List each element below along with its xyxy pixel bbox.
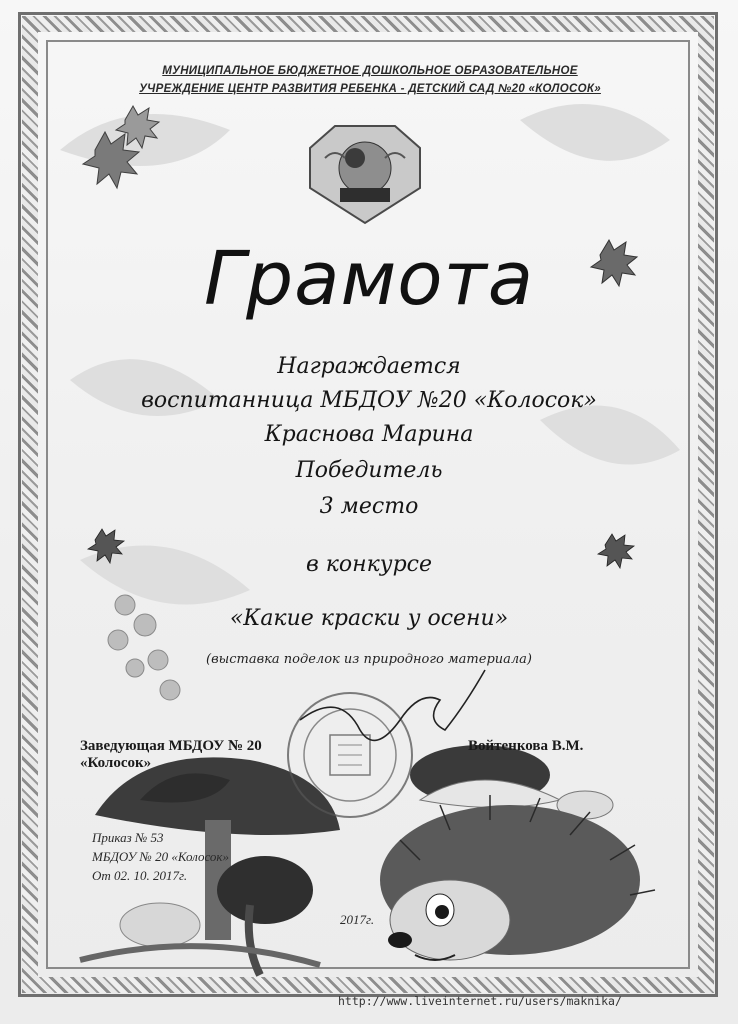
contest-intro: в конкурсе [306, 552, 432, 577]
order-line-2: МБДОУ № 20 «Колосок» [92, 849, 229, 864]
signature-position [80, 738, 262, 772]
organization-line-1: МУНИЦИПАЛЬНОЕ БЮДЖЕТНОЕ ДОШКОЛЬНОЕ ОБРАЗОВАТЕЛЬНОЕ [162, 65, 578, 77]
organization-line-2: УЧРЕЖДЕНИЕ ЦЕНТР РАЗВИТИЯ РЕБЕНКА - ДЕТСКИЙ САД №20 «КОЛОСОК» [139, 83, 601, 95]
signature-position-line-2: «Колосок» [80, 755, 152, 771]
place-text: 3 место [319, 494, 419, 519]
order-reference [92, 828, 229, 885]
order-line-1: Приказ № 53 [92, 830, 164, 845]
organization-header [60, 62, 680, 98]
signatory-name: Войтенкова В.М. [468, 738, 584, 754]
watermark-url: http://www.liveinternet.ru/users/maknika/ [338, 994, 622, 1008]
awarded-text: Награждается [277, 354, 461, 379]
order-line-3: От 02. 10. 2017г. [92, 868, 188, 883]
certificate-title: Грамота [203, 236, 535, 322]
winner-status: Победитель [295, 458, 443, 483]
contest-name: «Какие краски у осени» [229, 606, 509, 631]
signature-position-line-1: Заведующая МБДОУ № 20 [80, 738, 262, 754]
official-stamp [288, 693, 412, 817]
handwritten-signature [300, 670, 485, 740]
contest-note: (выставка поделок из природного материала) [206, 652, 532, 667]
recipient-role: воспитанница МБДОУ №20 «Колосок» [141, 388, 597, 413]
recipient-name: Краснова Марина [264, 422, 474, 447]
hedgehog-illustration [380, 745, 655, 960]
kindergarten-emblem [310, 126, 420, 223]
certificate-year: 2017г. [340, 912, 375, 927]
